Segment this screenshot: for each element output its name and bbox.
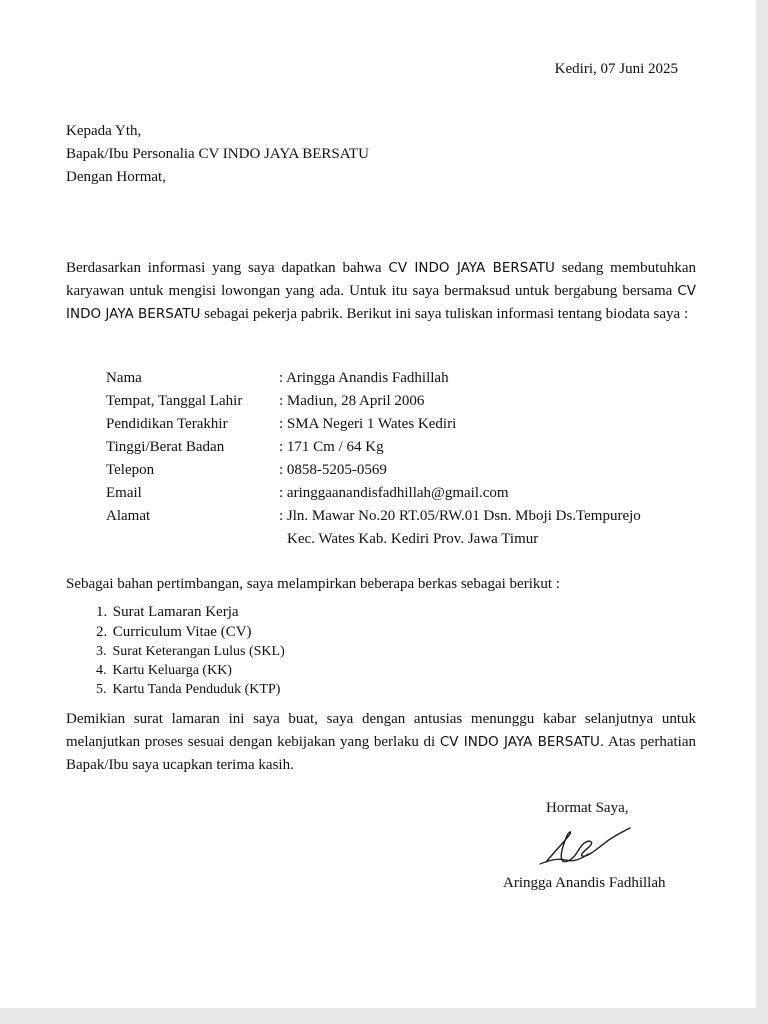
list-item — [96, 603, 285, 623]
biodata-label: Nama — [106, 370, 142, 386]
list-item — [96, 642, 285, 661]
list-number: 4. — [96, 663, 107, 678]
biodata-row — [106, 390, 641, 413]
biodata-value: : 0858-5205-0569 — [279, 462, 387, 478]
list-item — [96, 680, 285, 699]
salutation: Dengan Hormat, — [66, 169, 166, 185]
biodata-row — [106, 367, 641, 390]
company-name: CV INDO JAYA BERSATU — [388, 260, 555, 276]
company-name: CV INDO JAYA BERSATU — [66, 283, 696, 322]
recipient-line-1: Kepada Yth, — [66, 123, 142, 139]
biodata-label: Alamat — [106, 508, 151, 524]
intro-text-3: untuk bergabung bersama — [515, 283, 678, 299]
biodata-value: : aringgaanandisfadhillah@gmail.com — [279, 485, 509, 501]
letter-date: Kediri, 07 Juni 2025 — [554, 61, 678, 77]
list-number: 5. — [96, 682, 107, 697]
closing-paragraph — [66, 708, 696, 777]
list-number: 2. — [96, 623, 108, 640]
biodata-label: Tempat, Tanggal Lahir — [106, 393, 243, 409]
recipient-line-2: Bapak/Ibu Personalia CV INDO JAYA BERSATU — [66, 146, 369, 162]
biodata-row — [106, 505, 641, 551]
intro-text-2: sedang membutuhkan karyawan untuk mengisi lowongan yang ada. Untuk itu saya bermaksud — [66, 260, 696, 299]
biodata-label: Pendidikan Terakhir — [106, 416, 228, 432]
list-text: Surat Keterangan Lulus (SKL) — [112, 644, 285, 659]
attachments-lead: Sebagai bahan pertimbangan, saya melampirkan beberapa berkas sebagai berikut : — [66, 576, 560, 592]
biodata-value-address — [279, 505, 641, 551]
signature-image — [536, 820, 636, 870]
biodata-value: : SMA Negeri 1 Wates Kediri — [279, 416, 457, 432]
list-text: Kartu Keluarga (KK) — [112, 663, 232, 678]
address-line-2: Kec. Wates Kab. Kediri Prov. Jawa Timur — [287, 531, 539, 547]
list-item — [96, 623, 285, 643]
closing-salutation: Hormat Saya, — [546, 800, 629, 816]
biodata-table — [106, 367, 641, 551]
biodata-row — [106, 436, 641, 459]
biodata-row — [106, 459, 641, 482]
attachments-list — [96, 603, 285, 699]
intro-paragraph — [66, 257, 696, 326]
closing-text-1: Demikian surat lamaran ini saya buat, saya dengan antusias menunggu kabar selanjutnya untuk melanjutkan proses sesuai dengan kebijakan yang berlaku di — [66, 711, 696, 750]
list-number: 3. — [96, 644, 107, 659]
company-name: CV INDO JAYA BERSATU. — [439, 734, 605, 750]
biodata-value: : 171 Cm / 64 Kg — [279, 439, 384, 455]
list-text: Curriculum Vitae (CV) — [112, 623, 252, 640]
intro-text-4: sebagai pekerja pabrik. Berikut ini saya tuliskan informasi tentang biodata saya : — [200, 306, 689, 322]
list-text: Surat Lamaran Kerja — [112, 604, 239, 620]
biodata-row — [106, 482, 641, 505]
biodata-label: Telepon — [106, 462, 155, 478]
closing-text-2: Atas perhatian Bapak/Ibu saya ucapkan terima kasih. — [66, 734, 696, 773]
biodata-label: Tinggi/Berat Badan — [106, 439, 225, 455]
biodata-label: Email — [106, 485, 142, 501]
biodata-value: : Aringga Anandis Fadhillah — [279, 370, 449, 386]
biodata-value: : Madiun, 28 April 2006 — [279, 393, 425, 409]
list-text: Kartu Tanda Penduduk (KTP) — [112, 682, 281, 697]
recipient-block — [66, 120, 369, 189]
list-item — [96, 661, 285, 680]
intro-text-1: Berdasarkan informasi yang saya dapatkan bahwa — [66, 260, 389, 276]
signer-name: Aringga Anandis Fadhillah — [503, 875, 666, 891]
address-line-1: : Jln. Mawar No.20 RT.05/RW.01 Dsn. Mboji Ds.Tempurejo — [279, 508, 641, 524]
biodata-row — [106, 413, 641, 436]
list-number: 1. — [96, 604, 108, 620]
